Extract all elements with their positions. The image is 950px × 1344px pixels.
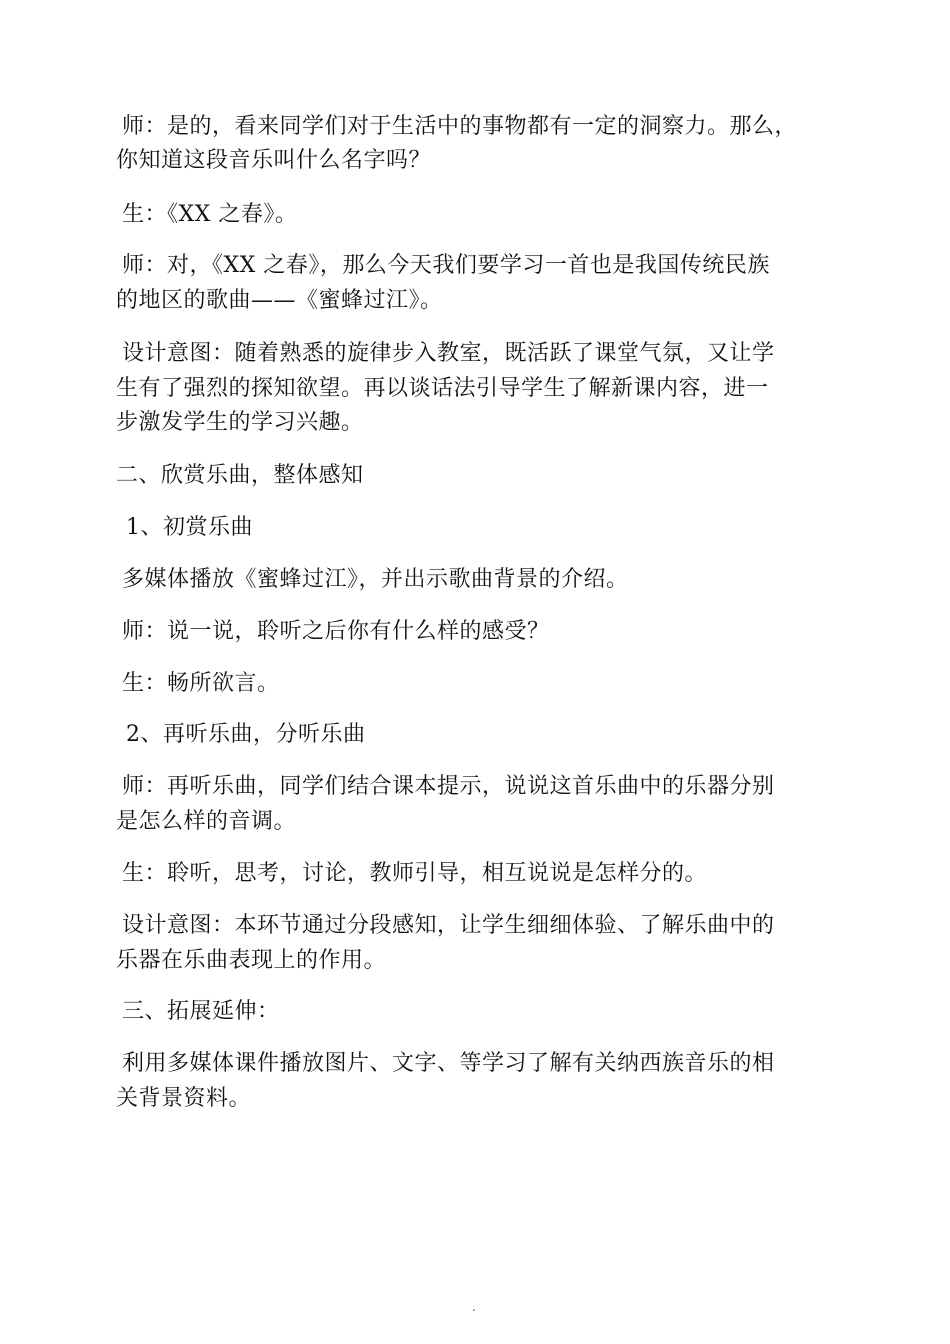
text-line: 的地区的歌曲——《蜜蜂过江》。: [116, 288, 443, 313]
text-line: 利用多媒体课件播放图片、文字、等学习了解有关纳西族音乐的相: [122, 1051, 775, 1076]
text-line: 你知道这段音乐叫什么名字吗？: [116, 148, 432, 173]
text-line: 生：《XX 之春》。: [122, 202, 298, 227]
section-heading: 二、欣赏乐曲，整体感知: [116, 463, 364, 488]
subsection-heading: 1、初赏乐曲: [126, 515, 253, 540]
text-line: 生：聆听，思考，讨论，教师引导，相互说说是怎样分的。: [122, 861, 708, 886]
text-line: 关背景资料。: [116, 1086, 252, 1111]
text-line: 师：说一说，聆听之后你有什么样的感受？: [122, 619, 550, 644]
text-line: 设计意图：本环节通过分段感知，让学生细细体验、了解乐曲中的: [122, 913, 775, 938]
page-footer-mark: .: [472, 1300, 476, 1314]
text-line: 师：再听乐曲，同学们结合课本提示，说说这首乐曲中的乐器分别: [122, 774, 775, 799]
text-line: 步激发学生的学习兴趣。: [116, 410, 364, 435]
section-heading: 三、拓展延伸：: [122, 999, 280, 1024]
subsection-heading: 2、再听乐曲，分听乐曲: [126, 722, 366, 747]
text-line: 师：是的，看来同学们对于生活中的事物都有一定的洞察力。那么，: [122, 114, 798, 139]
text-line: 师：对，《XX 之春》，那么今天我们要学习一首也是我国传统民族: [122, 253, 770, 278]
text-line: 生：畅所欲言。: [122, 671, 280, 696]
text-line: 多媒体播放《蜜蜂过江》，并出示歌曲背景的介绍。: [122, 567, 629, 592]
text-line: 是怎么样的音调。: [116, 809, 297, 834]
text-line: 设计意图：随着熟悉的旋律步入教室，既活跃了课堂气氛，又让学: [122, 341, 775, 366]
text-line: 生有了强烈的探知欲望。再以谈话法引导学生了解新课内容，进一: [116, 376, 769, 401]
text-line: 乐器在乐曲表现上的作用。: [116, 948, 387, 973]
